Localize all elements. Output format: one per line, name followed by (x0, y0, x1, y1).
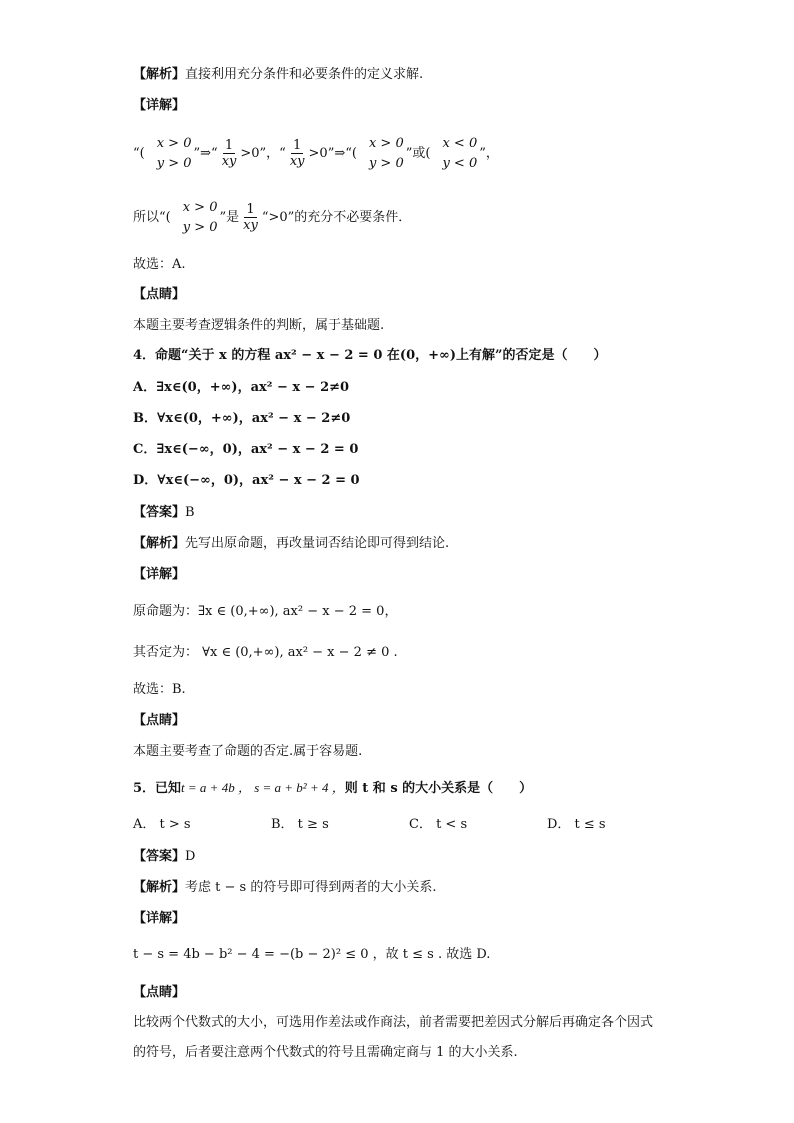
stem-suffix: 则 t 和 s 的大小关系是（ ） (344, 781, 533, 796)
q4-detail-tag (133, 566, 185, 584)
comment-tag: 【点睛】 (133, 985, 186, 1000)
comment-tag: 【点睛】 (133, 713, 186, 728)
q4-answer (133, 504, 195, 522)
detail-tag: 【详解】 (133, 911, 186, 926)
q4-comment-text: 本题主要考查了命题的否定.属于容易题. (133, 744, 363, 759)
text-end: ”， (479, 146, 499, 161)
answer-tag: 【答案】 (133, 849, 186, 864)
frac-den: xy (289, 154, 305, 169)
sys-row: x < 0 (442, 135, 478, 151)
q3-analysis (133, 66, 423, 84)
q5-comment-tag (133, 984, 185, 1002)
text-or: ”或( (405, 146, 431, 161)
q5-option-d: D． t ≤ s (547, 817, 606, 832)
frac-num: 1 (293, 138, 302, 153)
quote-open: “( (133, 146, 145, 161)
q3-comment-tag (133, 286, 185, 304)
text-is: ”是 (219, 210, 240, 225)
q4-answer-select: 故选：B. (133, 682, 186, 697)
q5-answer (133, 848, 195, 866)
answer-value: B (185, 505, 195, 520)
detail-tag: 【详解】 (133, 98, 186, 113)
sys-row: x > 0 (156, 135, 192, 151)
q3-detail-tag (133, 97, 185, 115)
implies-text: ”⇒“ (193, 146, 218, 161)
fraction-3 (241, 202, 260, 233)
system-a (147, 134, 192, 174)
analysis-tag: 【解析】 (133, 67, 186, 82)
fraction-1 (220, 138, 239, 169)
detail-tag: 【详解】 (133, 567, 186, 582)
stem-math: t = a + 4b ， s = a + b² + 4 ， (181, 780, 345, 795)
q4-option-c: C．∃x∈(−∞，0)，ax² − x − 2 = 0 (133, 442, 359, 457)
q4-option-d: D．∀x∈(−∞，0)，ax² − x − 2 = 0 (133, 473, 360, 488)
analysis-text: 考虑 t − s 的符号即可得到两者的大小关系. (185, 880, 437, 895)
q4-option-b: B．∀x∈(0，+∞)，ax² − x − 2≠0 (133, 411, 351, 426)
q5-option-a: A． t > s (133, 817, 191, 832)
sys-row: y > 0 (368, 155, 404, 171)
sys-row: y > 0 (182, 219, 218, 235)
text-end: “>0”的充分不必要条件． (261, 210, 412, 225)
q3-detail-line2 (133, 196, 411, 240)
analysis-tag: 【解析】 (133, 880, 186, 895)
answer-tag: 【答案】 (133, 505, 186, 520)
q5-detail: t − s = 4b − b² − 4 = −(b − 2)² ≤ 0 ，故 t ≤ s . 故选 D. (133, 947, 491, 962)
frac-den: xy (221, 154, 237, 169)
system-b (359, 134, 404, 174)
q5-option-b: B． t ≥ s (271, 817, 329, 832)
q4-negation: 其否定为： ∀x ∈ (0,+∞), ax² − x − 2 ≠ 0 . (133, 645, 398, 660)
q3-detail-line1 (133, 132, 499, 176)
text-start: 所以“( (133, 210, 171, 225)
q5-option-c: C． t < s (409, 817, 468, 832)
system-c (432, 134, 477, 174)
q4-stem: 4．命题“关于 x 的方程 ax² − x − 2 = 0 在(0，+∞)上有解”的否定是（ ） (133, 348, 607, 363)
q4-option-a: A．∃x∈(0，+∞)，ax² − x − 2≠0 (133, 380, 350, 395)
text-mid: >0”⇒“( (308, 146, 357, 161)
q5-analysis (133, 879, 436, 897)
sys-row: y < 0 (442, 155, 478, 171)
q4-comment-tag (133, 712, 185, 730)
frac-num: 1 (224, 138, 234, 153)
system-d (173, 198, 218, 238)
q5-options (133, 816, 606, 834)
q4-analysis (133, 535, 449, 553)
frac-num: 1 (246, 202, 255, 217)
answer-value: D (185, 849, 196, 864)
q5-stem (133, 779, 532, 798)
analysis-tag: 【解析】 (133, 536, 186, 551)
q5-comment-text: 比较两个代数式的大小，可选用作差法或作商法，前者需要把差因式分解后再确定各个因式的符号，后者要注意两个代数式的符号且需确定商与 1 的大小关系. (133, 1015, 654, 1060)
q5-detail-tag (133, 910, 185, 928)
analysis-text: 先写出原命题，再改量词否结论即可得到结论. (185, 536, 450, 551)
sys-row: y > 0 (156, 155, 192, 171)
q3-answer-select: 故选：A. (133, 257, 186, 272)
stem-prefix: 5．已知 (133, 781, 182, 796)
text-mid: >0”，“ (240, 146, 286, 161)
sys-row: x > 0 (368, 135, 404, 151)
fraction-2 (288, 138, 307, 169)
comment-tag: 【点睛】 (133, 287, 186, 302)
sys-row: x > 0 (182, 199, 218, 215)
analysis-text: 直接利用充分条件和必要条件的定义求解. (185, 67, 424, 82)
frac-den: xy (243, 218, 258, 233)
q4-original-proposition: 原命题为：∃x ∈ (0,+∞), ax² − x − 2 = 0， (133, 604, 398, 619)
q3-comment-text: 本题主要考查逻辑条件的判断，属于基础题. (133, 318, 385, 333)
